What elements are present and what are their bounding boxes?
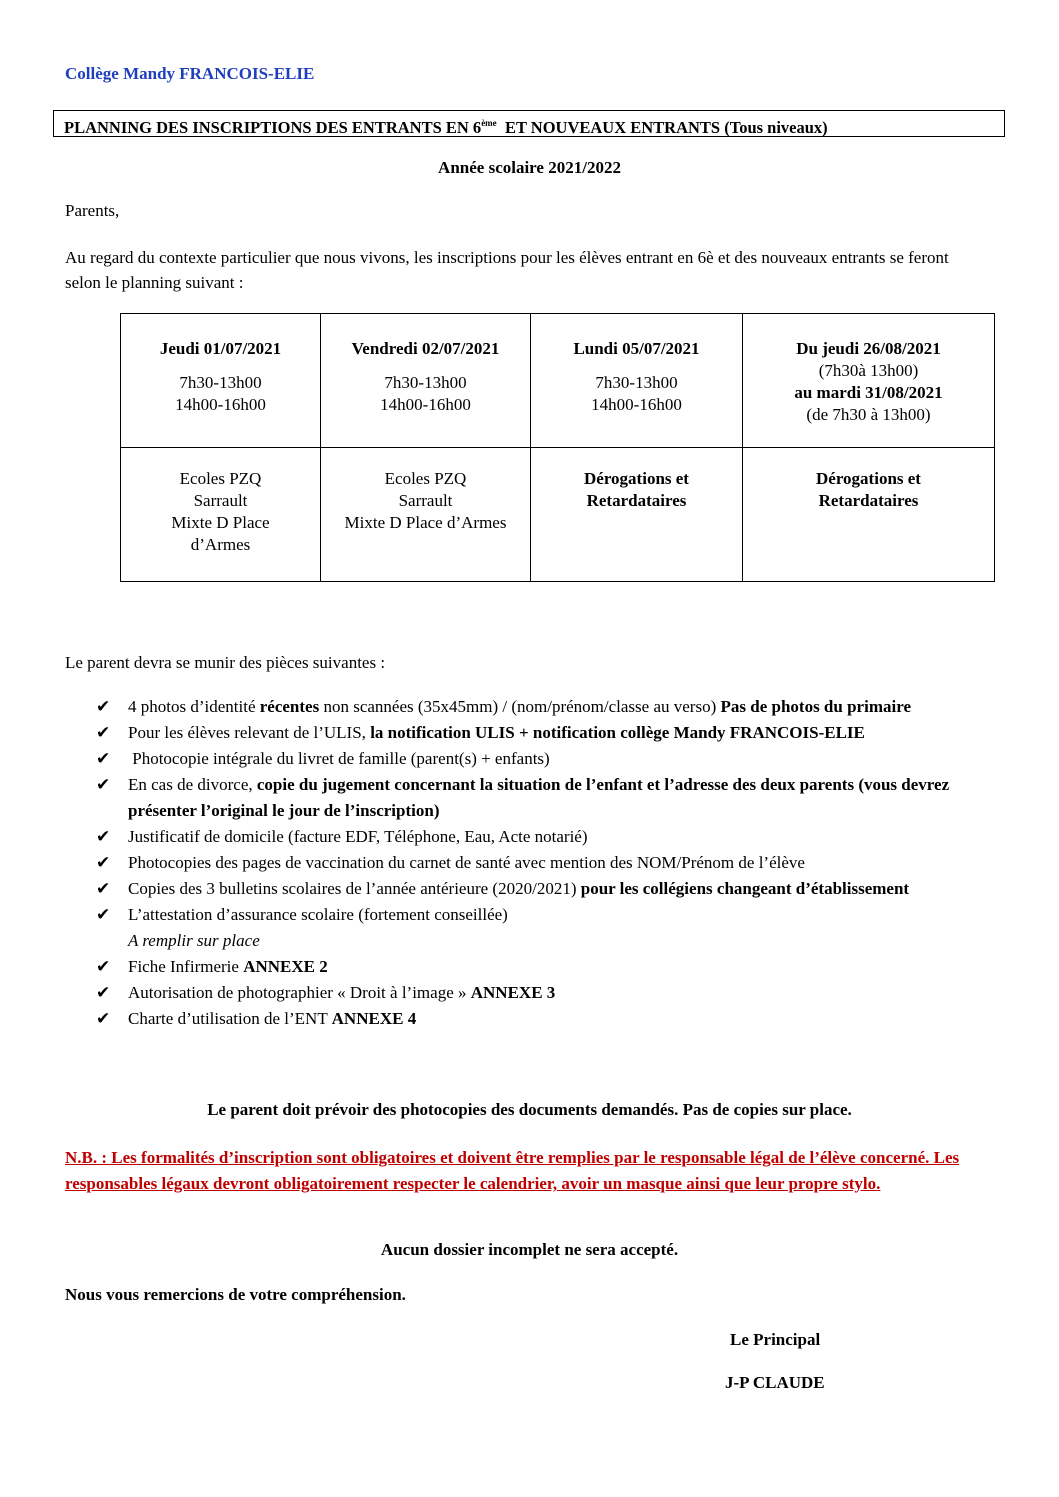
day-slot: (7h30à 13h00) [818, 361, 919, 380]
item-text-italic: A remplir sur place [128, 931, 260, 950]
list-item [96, 1006, 996, 1032]
documents-intro: Le parent devra se munir des pièces suivantes : [65, 653, 386, 672]
copies-note: Le parent doit prévoir des photocopies des documents demandés. Pas de copies sur place. [207, 1100, 852, 1119]
group-cell [321, 448, 531, 582]
check-icon: ✔ [96, 983, 111, 1002]
list-item [96, 954, 996, 980]
day-date: Lundi 05/07/2021 [573, 339, 700, 358]
day-cell [531, 314, 743, 448]
group-line: Ecoles PZQ [179, 469, 262, 488]
item-text-bold: ANNEXE 2 [243, 957, 328, 976]
day-cell [321, 314, 531, 448]
item-text: Copies des 3 bulletins scolaires de l’année antérieure (2020/2021) [128, 879, 581, 898]
school-name: Collège Mandy FRANCOIS-ELIE [65, 64, 315, 83]
item-text-bold: la notification ULIS + notification collège Mandy FRANCOIS-ELIE [370, 723, 865, 742]
day-slot: 7h30-13h00 [179, 373, 262, 392]
check-icon: ✔ [96, 957, 111, 976]
day-slot: (de 7h30 à 13h00) [806, 405, 931, 424]
day-slot: 7h30-13h00 [384, 373, 467, 392]
schedule-table [120, 313, 995, 582]
item-text: Autorisation de photographier « Droit à l’image » [128, 983, 471, 1002]
list-item [96, 980, 996, 1006]
day-date: Du jeudi 26/08/2021 [796, 339, 941, 358]
list-item [96, 720, 996, 746]
item-text: Photocopies des pages de vaccination du carnet de santé avec mention des NOM/Prénom de l’élève [128, 853, 805, 872]
item-text: Justificatif de domicile (facture EDF, Téléphone, Eau, Acte notarié) [128, 827, 588, 846]
day-slot: 14h00-16h00 [175, 395, 266, 414]
group-line: Dérogations et [816, 469, 921, 488]
group-line: Mixte D Place [171, 513, 270, 532]
list-item [96, 824, 996, 850]
day-slot: 14h00-16h00 [380, 395, 471, 414]
check-icon: ✔ [96, 697, 111, 716]
day-slot: 14h00-16h00 [591, 395, 682, 414]
item-text: non scannées (35x45mm) / (nom/prénom/classe au verso) [319, 697, 721, 716]
day-cell [121, 314, 321, 448]
intro-text: Au regard du contexte particulier que nous vivons, les inscriptions pour les élèves entrant en 6è et des nouveaux entrants se feront selon le planning suivant : [65, 248, 949, 292]
group-line: Sarrault [193, 491, 248, 510]
title-part1: PLANNING DES INSCRIPTIONS DES ENTRANTS EN 6 [64, 118, 482, 137]
list-item [96, 772, 996, 824]
schedule-groups-row [121, 448, 995, 582]
school-year: Année scolaire 2021/2022 [438, 158, 621, 177]
group-cell [531, 448, 743, 582]
check-icon: ✔ [96, 775, 111, 794]
item-text: Pour les élèves relevant de l’ULIS, [128, 723, 371, 742]
list-item [96, 876, 996, 902]
group-line: d’Armes [190, 535, 251, 554]
page-title [53, 110, 1005, 137]
list-item [96, 694, 996, 720]
item-text: 4 photos d’identité [128, 697, 260, 716]
item-text: Charte d’utilisation de l’ENT [128, 1009, 332, 1028]
signature-name: J-P CLAUDE [725, 1373, 825, 1392]
check-icon: ✔ [96, 879, 111, 898]
list-item [96, 746, 996, 772]
group-line: Retardataires [818, 491, 919, 510]
day-slot: 7h30-13h00 [595, 373, 678, 392]
check-icon: ✔ [96, 827, 111, 846]
group-line: Mixte D Place d’Armes [344, 513, 507, 532]
day-date: Jeudi 01/07/2021 [159, 339, 282, 358]
check-icon: ✔ [96, 853, 111, 872]
incomplete-notice: Aucun dossier incomplet ne sera accepté. [380, 1240, 679, 1259]
item-text-bold: ANNEXE 3 [470, 983, 556, 1002]
day-end-date: au mardi 31/08/2021 [794, 383, 943, 402]
day-date: Vendredi 02/07/2021 [351, 339, 500, 358]
check-icon: ✔ [96, 1009, 111, 1028]
greeting: Parents, [65, 201, 120, 220]
list-item [96, 902, 996, 954]
check-icon: ✔ [96, 905, 111, 924]
group-line: Dérogations et [584, 469, 689, 488]
nb-warning: N.B. : Les formalités d’inscription sont obligatoires et doivent être remplies par le responsable légal de l’élève concerné. Les responsables légaux devront obligatoirement respecter le calendrier, avoir un masque ainsi que leur propre stylo. [65, 1148, 960, 1193]
check-icon: ✔ [96, 723, 111, 742]
list-item [96, 850, 996, 876]
item-text-bold: Pas de photos du primaire [720, 697, 911, 716]
group-line: Ecoles PZQ [384, 469, 467, 488]
item-text-bold: copie du jugement concernant la situation de l’enfant et l’adresse des deux parents (vous devrez présenter l’original le jour de l’inscription) [128, 775, 950, 820]
group-cell [743, 448, 995, 582]
signature-role: Le Principal [730, 1330, 821, 1349]
item-text: L’attestation d’assurance scolaire (fortement conseillée) [128, 905, 508, 924]
title-part2: ET NOUVEAUX ENTRANTS (Tous niveaux) [496, 118, 828, 137]
item-text: Fiche Infirmerie [128, 957, 244, 976]
item-text-bold: ANNEXE 4 [331, 1009, 417, 1028]
schedule-dates-row [121, 314, 995, 448]
thanks-text: Nous vous remercions de votre compréhension. [65, 1285, 406, 1304]
item-text: Photocopie intégrale du livret de famille (parent(s) + enfants) [128, 749, 550, 768]
item-text-bold: pour les collégiens changeant d’établissement [580, 879, 910, 898]
check-icon: ✔ [96, 749, 111, 768]
group-cell [121, 448, 321, 582]
group-line: Retardataires [586, 491, 687, 510]
documents-list [96, 694, 996, 1032]
title-sup: ème [481, 118, 497, 128]
item-text-bold: récentes [259, 697, 320, 716]
group-line: Sarrault [398, 491, 453, 510]
item-text: En cas de divorce, [128, 775, 257, 794]
day-cell [743, 314, 995, 448]
